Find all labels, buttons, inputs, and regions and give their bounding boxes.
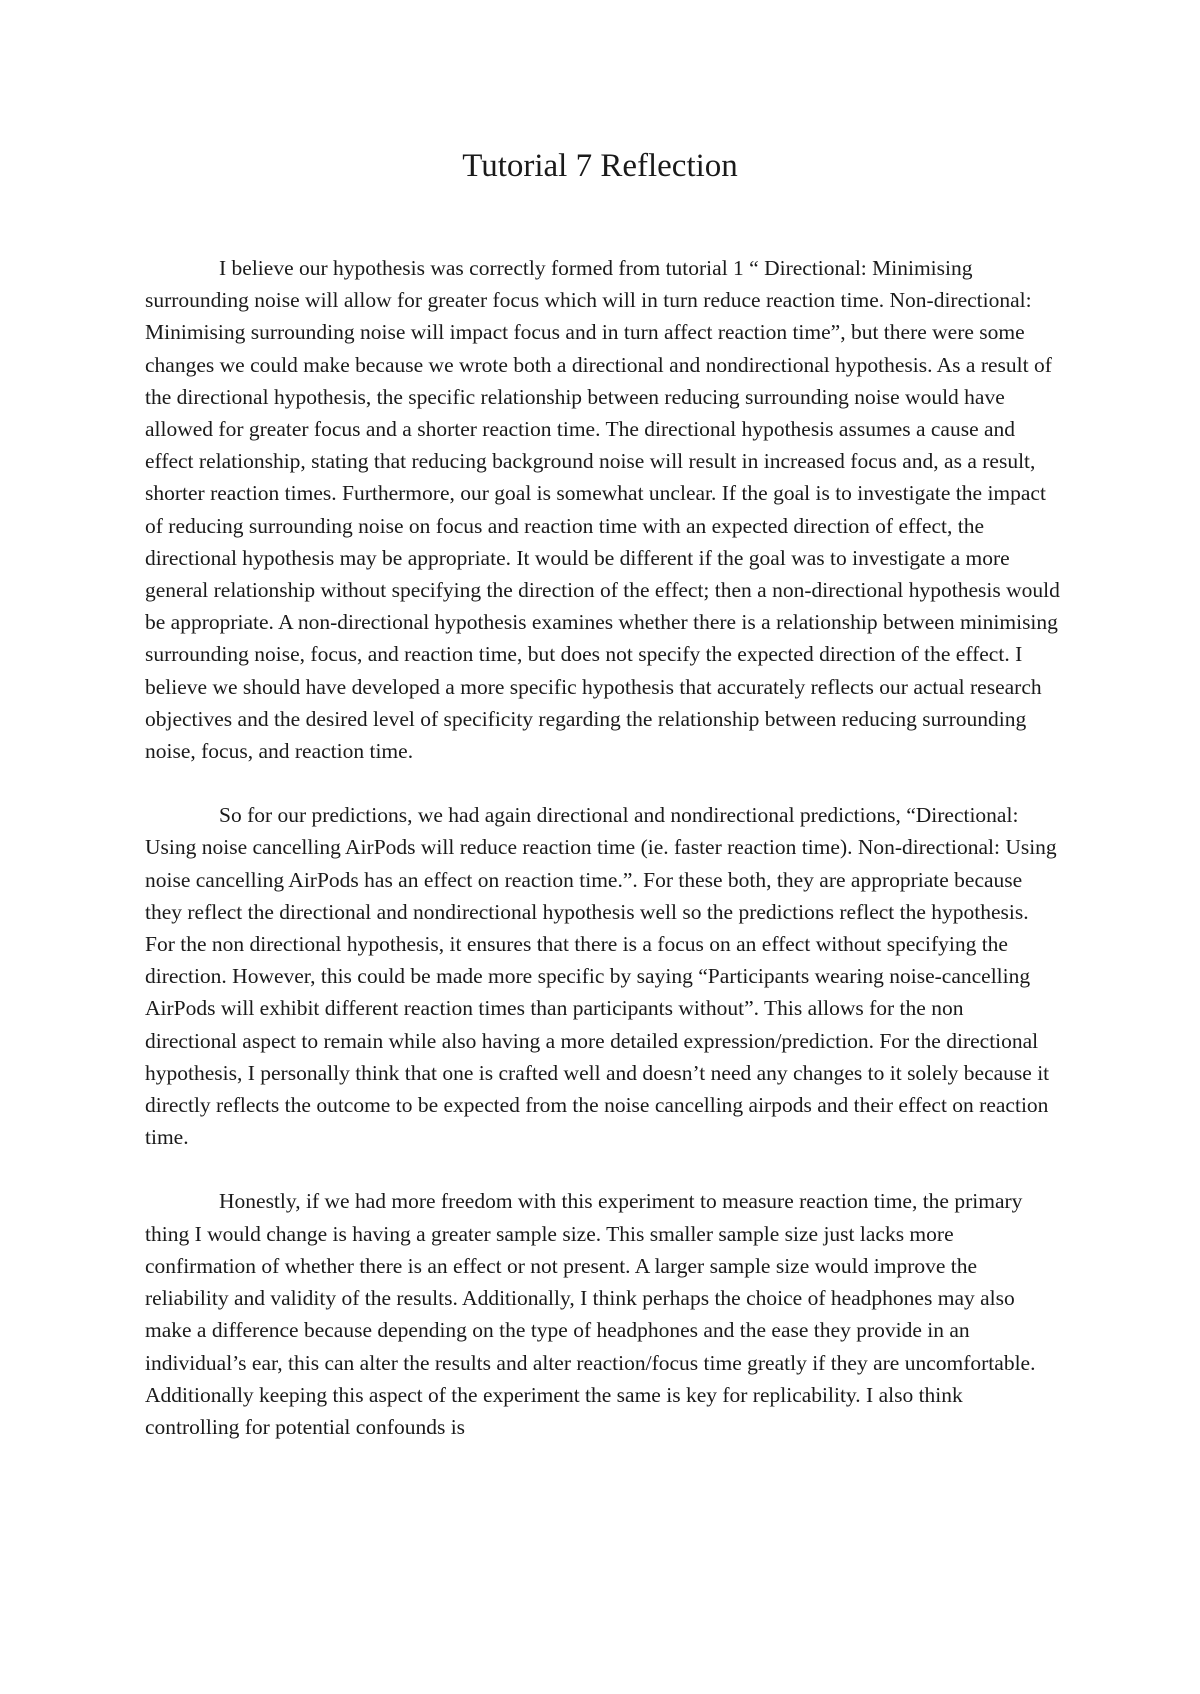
paragraph-improvements: Honestly, if we had more freedom with this experiment to measure reaction time, the primary thing I would change is having a greater sample size. This smaller sample size just lacks more confirmation of whether there is an effect or not present. A larger sample size would improve the reliability and validity of the results. Additionally, I think perhaps the choice of headphones may also make a difference because depending on the type of headphones and the ease they provide in an individual’s ear, this can alter the results and alter reaction/focus time greatly if they are uncomfortable. Additionally keeping this aspect of the experiment the same is key for replicability. I also think controlling for potential confounds is xyxy=(145,1189,1036,1439)
paragraph-predictions: So for our predictions, we had again directional and nondirectional predictions, “Directional: Using noise cancelling AirPods will reduce reaction time (ie. faster reaction time). Non-directional: Using noise cancelling AirPods has an effect on reaction time.”. For these both, they are appropriate because they reflect the directional and nondirectional hypothesis well so the predictions reflect the hypothesis. For the non directional hypothesis, it ensures that there is a focus on an effect without specifying the direction. However, this could be made more specific by saying “Participants wearing noise-cancelling AirPods will exhibit different reaction times than participants without”. This allows for the non directional aspect to remain while also having a more detailed expression/prediction. For the directional hypothesis, I personally think that one is crafted well and doesn’t need any changes to it solely because it directly reflects the outcome to be expected from the noise cancelling airpods and their effect on reaction time. xyxy=(145,803,1057,1150)
document-body xyxy=(145,252,1060,1475)
document-title: Tutorial 7 Reflection xyxy=(462,148,738,184)
paragraph-hypothesis: I believe our hypothesis was correctly formed from tutorial 1 “ Directional: Minimising surrounding noise will allow for greater focus which will in turn reduce reaction time. Non-directional: Minimising surrounding noise will impact focus and in turn affect reaction time”, but there were some changes we could make because we wrote both a directional and nondirectional hypothesis. As a result of the directional hypothesis, the specific relationship between reducing surrounding noise would have allowed for greater focus and a shorter reaction time. The directional hypothesis assumes a cause and effect relationship, stating that reducing background noise will result in increased focus and, as a result, shorter reaction times. Furthermore, our goal is somewhat unclear. If the goal is to investigate the impact of reducing surrounding noise on focus and reaction time with an expected direction of effect, the directional hypothesis may be appropriate. It would be different if the goal was to investigate a more general relationship without specifying the direction of the effect; then a non-directional hypothesis would be appropriate. A non-directional hypothesis examines whether there is a relationship between minimising surrounding noise, focus, and reaction time, but does not specify the expected direction of the effect. I believe we should have developed a more specific hypothesis that accurately reflects our actual research objectives and the desired level of specificity regarding the relationship between reducing surrounding noise, focus, and reaction time. xyxy=(145,256,1060,764)
